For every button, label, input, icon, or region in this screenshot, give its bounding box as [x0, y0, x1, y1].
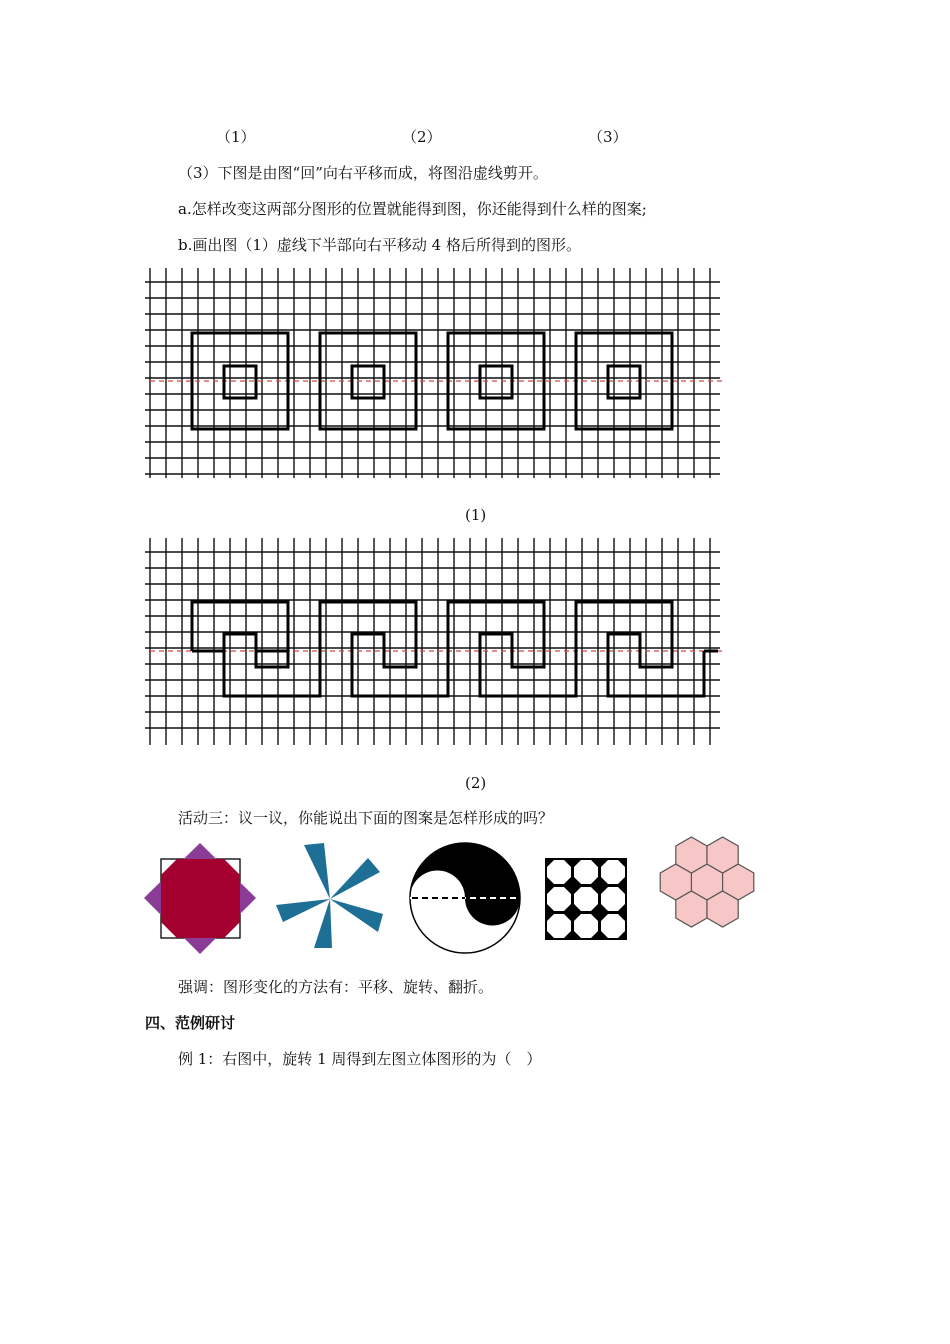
- yin-yang-shape: [410, 843, 520, 953]
- label-2: （2）: [402, 128, 442, 146]
- octagon-tile: [574, 860, 598, 884]
- paragraph-line-3: b.画出图（1）虚线下半部向右平移动 4 格后所得到的图形。: [178, 236, 581, 254]
- figure-caption-1: (1): [465, 506, 487, 524]
- octagon-tile: [547, 887, 571, 911]
- grid-lines-1: [145, 268, 720, 478]
- example-1: 例 1：右图中，旋转 1 周得到左图立体图形的为（ ）: [178, 1050, 542, 1068]
- label-3: （3）: [588, 128, 628, 146]
- section-heading-4: 四、范例研讨: [145, 1014, 236, 1032]
- figure-caption-2: (2): [465, 774, 487, 792]
- label-1: （1）: [216, 128, 256, 146]
- octagon-tile: [547, 860, 571, 884]
- octagon-tile: [601, 887, 625, 911]
- rotated-squares-shape: [144, 843, 256, 954]
- octagon-tiling-shape: [545, 858, 627, 940]
- grid-lines-2: [145, 538, 720, 745]
- hexagon-tiling-shape: [660, 837, 754, 927]
- paragraph-line-2: a.怎样改变这两部分图形的位置就能得到图，你还能得到什么样的图案;: [178, 200, 647, 218]
- pinwheel-shape: [276, 843, 383, 948]
- paragraph-line-1: （3）下图是由图“回”向右平移而成，将图沿虚线剪开。: [178, 164, 548, 182]
- octagon-tile: [547, 914, 571, 938]
- emphasis-line: 强调：图形变化的方法有：平移、旋转、翻折。: [178, 978, 494, 996]
- octagon-tile: [601, 860, 625, 884]
- activity-3-prompt: 活动三：议一议，你能说出下面的图案是怎样形成的吗？: [178, 809, 554, 827]
- octagon-tile: [601, 914, 625, 938]
- octagon-tile: [574, 887, 598, 911]
- octagon-tile: [574, 914, 598, 938]
